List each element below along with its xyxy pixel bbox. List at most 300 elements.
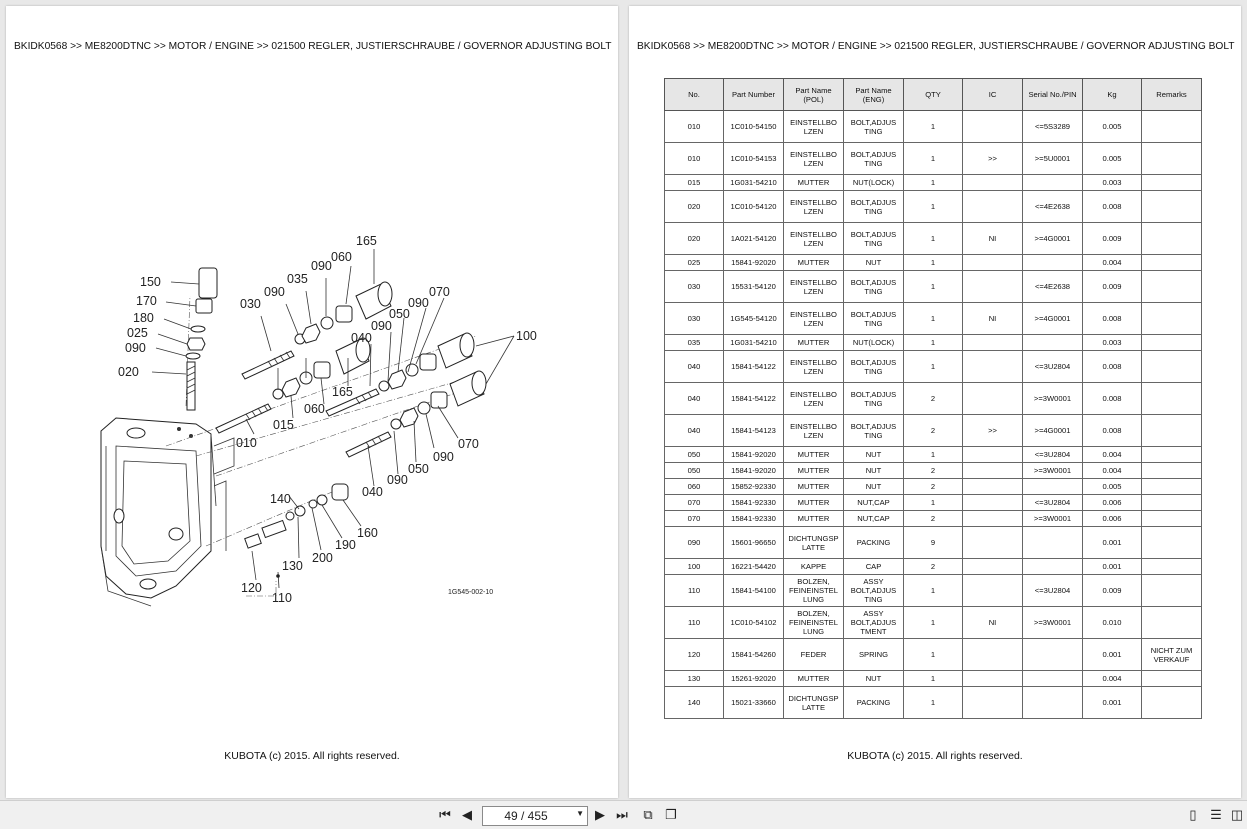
cell-ic <box>963 271 1023 303</box>
cell-serial: <=3U2804 <box>1023 575 1083 607</box>
cell-kg: 0.001 <box>1083 639 1142 671</box>
table-row <box>665 687 1202 719</box>
callout: 040 <box>362 485 383 499</box>
cell-part-number: 15261-92020 <box>724 671 784 687</box>
callout: 150 <box>140 275 161 289</box>
callout: 015 <box>273 418 294 432</box>
cell-qty: 1 <box>904 111 963 143</box>
cell-ic <box>963 495 1023 511</box>
cell-part-name-pol: DICHTUNGSP LATTE <box>784 527 844 559</box>
cell-kg: 0.003 <box>1083 335 1142 351</box>
table-row <box>665 143 1202 175</box>
cell-serial <box>1023 687 1083 719</box>
cell-serial: <=5S3289 <box>1023 111 1083 143</box>
cell-kg: 0.005 <box>1083 143 1142 175</box>
cell-part-name-eng: BOLT,ADJUS TING <box>844 143 904 175</box>
cell-part-name-eng: SPRING <box>844 639 904 671</box>
page-indicator: 49 / 455 <box>504 809 548 823</box>
cell-ic <box>963 511 1023 527</box>
table-row <box>665 511 1202 527</box>
cell-no: 015 <box>665 175 724 191</box>
callout: 025 <box>127 326 148 340</box>
table-row <box>665 607 1202 639</box>
cell-remarks <box>1142 271 1202 303</box>
cell-kg: 0.005 <box>1083 111 1142 143</box>
cell-part-number: 15841-54123 <box>724 415 784 447</box>
cell-ic: NI <box>963 303 1023 335</box>
cell-qty: 2 <box>904 479 963 495</box>
cell-no: 030 <box>665 303 724 335</box>
cell-part-number: 15841-54260 <box>724 639 784 671</box>
breadcrumb: BKIDK0568 >> ME8200DTNC >> MOTOR / ENGINE >> 021500 REGLER, JUSTIERSCHRAUBE / GOVERNOR ADJUSTING BOLT <box>14 41 612 52</box>
callout: 050 <box>408 462 429 476</box>
two-page-icon[interactable]: ◫ <box>1230 807 1244 822</box>
right-page <box>629 6 1241 798</box>
fit-page-icon[interactable]: ⧉ <box>643 807 653 822</box>
cell-kg: 0.001 <box>1083 687 1142 719</box>
cell-part-name-pol: BOLZEN, FEINEINSTEL LUNG <box>784 607 844 639</box>
col-header-serial: Serial No./PIN <box>1023 79 1083 111</box>
cell-no: 030 <box>665 271 724 303</box>
cell-part-number: 15841-54122 <box>724 351 784 383</box>
callout: 180 <box>133 311 154 325</box>
cell-qty: 2 <box>904 511 963 527</box>
col-header-kg: Kg <box>1083 79 1142 111</box>
cell-remarks <box>1142 111 1202 143</box>
col-header-ic: IC <box>963 79 1023 111</box>
cell-ic <box>963 191 1023 223</box>
callout: 090 <box>125 341 146 355</box>
cell-kg: 0.009 <box>1083 575 1142 607</box>
callout: 165 <box>356 234 377 248</box>
table-row <box>665 559 1202 575</box>
cell-no: 090 <box>665 527 724 559</box>
cell-part-name-pol: MUTTER <box>784 255 844 271</box>
table-row <box>665 223 1202 255</box>
cell-ic: NI <box>963 223 1023 255</box>
cell-no: 035 <box>665 335 724 351</box>
cell-part-number: 1C010-54150 <box>724 111 784 143</box>
cell-qty: 1 <box>904 671 963 687</box>
cell-remarks <box>1142 415 1202 447</box>
prev-page-icon[interactable]: ◀ <box>462 807 472 822</box>
cell-part-number: 15021-33660 <box>724 687 784 719</box>
parts-table <box>664 78 1202 719</box>
cell-part-name-eng: NUT <box>844 671 904 687</box>
copyright-footer: KUBOTA (c) 2015. All rights reserved. <box>224 750 400 762</box>
cell-part-number: 15852-92330 <box>724 479 784 495</box>
cell-serial: >=3W0001 <box>1023 463 1083 479</box>
cell-serial <box>1023 671 1083 687</box>
cell-part-name-pol: EINSTELLBO LZEN <box>784 351 844 383</box>
cell-qty: 2 <box>904 559 963 575</box>
callout: 010 <box>236 436 257 450</box>
cell-qty: 1 <box>904 495 963 511</box>
cell-part-name-pol: MUTTER <box>784 175 844 191</box>
cell-part-number: 15841-92020 <box>724 255 784 271</box>
callout: 060 <box>304 402 325 416</box>
cell-remarks <box>1142 575 1202 607</box>
col-header-part-name-eng: Part Name (ENG) <box>844 79 904 111</box>
cell-serial <box>1023 479 1083 495</box>
callout: 090 <box>311 259 332 273</box>
cell-part-name-eng: BOLT,ADJUS TING <box>844 351 904 383</box>
callout: 110 <box>272 591 292 605</box>
cell-part-name-pol: EINSTELLBO LZEN <box>784 415 844 447</box>
cell-kg: 0.001 <box>1083 527 1142 559</box>
cell-kg: 0.008 <box>1083 415 1142 447</box>
cell-serial <box>1023 255 1083 271</box>
callout: 170 <box>136 294 157 308</box>
table-row <box>665 479 1202 495</box>
cell-qty: 2 <box>904 463 963 479</box>
cell-remarks <box>1142 607 1202 639</box>
cell-remarks <box>1142 527 1202 559</box>
cell-part-name-pol: BOLZEN, FEINEINSTEL LUNG <box>784 575 844 607</box>
cell-part-name-eng: PACKING <box>844 527 904 559</box>
cell-qty: 2 <box>904 383 963 415</box>
callout: 050 <box>389 307 410 321</box>
cell-part-name-pol: MUTTER <box>784 495 844 511</box>
cell-part-number: 1C010-54120 <box>724 191 784 223</box>
callout: 130 <box>282 559 303 573</box>
callout: 090 <box>264 285 285 299</box>
cell-serial <box>1023 527 1083 559</box>
cell-kg: 0.010 <box>1083 607 1142 639</box>
breadcrumb: BKIDK0568 >> ME8200DTNC >> MOTOR / ENGINE >> 021500 REGLER, JUSTIERSCHRAUBE / GOVERNOR ADJUSTING BOLT <box>637 41 1235 52</box>
cell-part-name-pol: EINSTELLBO LZEN <box>784 223 844 255</box>
cell-no: 100 <box>665 559 724 575</box>
cell-qty: 1 <box>904 575 963 607</box>
cell-no: 020 <box>665 191 724 223</box>
cell-no: 010 <box>665 111 724 143</box>
callout: 100 <box>516 329 537 343</box>
cell-part-name-pol: MUTTER <box>784 511 844 527</box>
table-row <box>665 271 1202 303</box>
cell-no: 040 <box>665 351 724 383</box>
cell-part-name-eng: BOLT,ADJUS TING <box>844 111 904 143</box>
cell-kg: 0.008 <box>1083 383 1142 415</box>
viewer-toolbar <box>0 800 1247 829</box>
cell-part-name-eng: NUT <box>844 255 904 271</box>
cell-kg: 0.008 <box>1083 351 1142 383</box>
cell-serial: <=3U2804 <box>1023 495 1083 511</box>
table-row <box>665 191 1202 223</box>
cell-qty: 1 <box>904 271 963 303</box>
cell-part-name-eng: NUT,CAP <box>844 511 904 527</box>
cell-qty: 1 <box>904 303 963 335</box>
cell-ic <box>963 559 1023 575</box>
col-header-part-name-pol: Part Name (POL) <box>784 79 844 111</box>
cell-serial <box>1023 335 1083 351</box>
callout: 070 <box>458 437 479 451</box>
cell-part-number: 1G031-54210 <box>724 335 784 351</box>
col-header-no: No. <box>665 79 724 111</box>
chevron-down-icon: ▼ <box>576 809 584 818</box>
cell-kg: 0.005 <box>1083 479 1142 495</box>
cell-part-name-eng: CAP <box>844 559 904 575</box>
table-row <box>665 671 1202 687</box>
cell-qty: 1 <box>904 175 963 191</box>
cell-remarks <box>1142 559 1202 575</box>
cell-part-name-pol: EINSTELLBO LZEN <box>784 143 844 175</box>
cell-part-name-pol: MUTTER <box>784 463 844 479</box>
cell-ic <box>963 479 1023 495</box>
cell-ic: NI <box>963 607 1023 639</box>
cell-part-name-pol: EINSTELLBO LZEN <box>784 303 844 335</box>
cell-remarks: NICHT ZUM VERKAUF <box>1142 639 1202 671</box>
cell-remarks <box>1142 335 1202 351</box>
cell-kg: 0.004 <box>1083 447 1142 463</box>
cell-qty: 1 <box>904 223 963 255</box>
cell-part-number: 1G031-54210 <box>724 175 784 191</box>
cell-serial: >=3W0001 <box>1023 511 1083 527</box>
cell-qty: 1 <box>904 335 963 351</box>
callout: 140 <box>270 492 291 506</box>
table-row <box>665 111 1202 143</box>
vertical-bolt-stack <box>186 268 217 410</box>
cell-serial <box>1023 639 1083 671</box>
callout: 070 <box>429 285 450 299</box>
exploded-parts-diagram <box>6 6 618 706</box>
cell-remarks <box>1142 687 1202 719</box>
cell-no: 120 <box>665 639 724 671</box>
cell-ic <box>963 463 1023 479</box>
cell-kg: 0.008 <box>1083 191 1142 223</box>
cell-ic: >> <box>963 415 1023 447</box>
callout: 120 <box>241 581 262 595</box>
cell-ic <box>963 175 1023 191</box>
cell-ic <box>963 687 1023 719</box>
callout: 035 <box>287 272 308 286</box>
cell-part-name-eng: BOLT,ADJUS TING <box>844 223 904 255</box>
cell-kg: 0.004 <box>1083 255 1142 271</box>
cell-remarks <box>1142 143 1202 175</box>
cell-qty: 1 <box>904 351 963 383</box>
cell-ic <box>963 111 1023 143</box>
page-selector[interactable] <box>482 806 588 826</box>
cell-serial: >=3W0001 <box>1023 607 1083 639</box>
cell-serial: >=4G0001 <box>1023 415 1083 447</box>
cell-ic <box>963 527 1023 559</box>
callout: 160 <box>357 526 378 540</box>
cell-remarks <box>1142 479 1202 495</box>
cell-ic <box>963 639 1023 671</box>
cell-part-number: 16221-54420 <box>724 559 784 575</box>
cell-part-name-eng: NUT,CAP <box>844 495 904 511</box>
table-row <box>665 527 1202 559</box>
cell-remarks <box>1142 511 1202 527</box>
cell-part-name-eng: BOLT,ADJUS TING <box>844 383 904 415</box>
cell-part-name-pol: EINSTELLBO LZEN <box>784 191 844 223</box>
cell-no: 050 <box>665 463 724 479</box>
cell-no: 060 <box>665 479 724 495</box>
next-page-icon[interactable]: ▶ <box>595 807 605 822</box>
cell-no: 110 <box>665 575 724 607</box>
table-row <box>665 335 1202 351</box>
callout: 090 <box>387 473 408 487</box>
cell-ic: >> <box>963 143 1023 175</box>
cell-part-name-pol: EINSTELLBO LZEN <box>784 271 844 303</box>
cell-qty: 9 <box>904 527 963 559</box>
cell-remarks <box>1142 223 1202 255</box>
cell-serial: >=4G0001 <box>1023 303 1083 335</box>
table-row <box>665 351 1202 383</box>
callout: 090 <box>408 296 429 310</box>
cell-ic <box>963 575 1023 607</box>
cell-part-name-eng: ASSY BOLT,ADJUS TING <box>844 575 904 607</box>
cell-remarks <box>1142 463 1202 479</box>
table-row <box>665 495 1202 511</box>
callout: 090 <box>371 319 392 333</box>
cell-part-name-pol: MUTTER <box>784 671 844 687</box>
continuous-icon[interactable]: ☰ <box>1210 807 1222 822</box>
cell-qty: 1 <box>904 447 963 463</box>
cell-part-name-eng: BOLT,ADJUS TING <box>844 271 904 303</box>
cell-part-name-pol: KAPPE <box>784 559 844 575</box>
cell-ic <box>963 383 1023 415</box>
table-row <box>665 639 1202 671</box>
cell-serial: <=4E2638 <box>1023 191 1083 223</box>
cell-part-name-pol: MUTTER <box>784 447 844 463</box>
cell-ic <box>963 255 1023 271</box>
cell-remarks <box>1142 495 1202 511</box>
cell-serial: >=5U0001 <box>1023 143 1083 175</box>
cell-no: 130 <box>665 671 724 687</box>
cell-kg: 0.006 <box>1083 511 1142 527</box>
cell-kg: 0.004 <box>1083 463 1142 479</box>
cell-no: 020 <box>665 223 724 255</box>
cell-part-name-pol: MUTTER <box>784 479 844 495</box>
cell-no: 050 <box>665 447 724 463</box>
cell-part-name-pol: FEDER <box>784 639 844 671</box>
cell-kg: 0.004 <box>1083 671 1142 687</box>
cell-part-number: 15841-92330 <box>724 511 784 527</box>
cell-qty: 2 <box>904 415 963 447</box>
cell-part-name-eng: PACKING <box>844 687 904 719</box>
cell-no: 025 <box>665 255 724 271</box>
last-page-icon[interactable]: ⏭ <box>616 807 628 822</box>
cell-part-name-pol: EINSTELLBO LZEN <box>784 383 844 415</box>
callout: 200 <box>312 551 333 565</box>
table-row <box>665 303 1202 335</box>
cell-remarks <box>1142 383 1202 415</box>
cell-remarks <box>1142 175 1202 191</box>
table-row <box>665 255 1202 271</box>
cell-part-number: 1A021-54120 <box>724 223 784 255</box>
cell-kg: 0.009 <box>1083 271 1142 303</box>
cell-part-name-pol: MUTTER <box>784 335 844 351</box>
callout: 030 <box>240 297 261 311</box>
cell-part-name-pol: DICHTUNGSP LATTE <box>784 687 844 719</box>
cell-no: 070 <box>665 511 724 527</box>
cell-kg: 0.006 <box>1083 495 1142 511</box>
cell-part-number: 15841-54100 <box>724 575 784 607</box>
cell-part-number: 15841-54122 <box>724 383 784 415</box>
cell-kg: 0.003 <box>1083 175 1142 191</box>
cell-part-name-pol: EINSTELLBO LZEN <box>784 111 844 143</box>
cell-part-number: 15531-54120 <box>724 271 784 303</box>
cell-part-name-eng: NUT <box>844 447 904 463</box>
cell-qty: 1 <box>904 607 963 639</box>
cell-part-name-eng: NUT(LOCK) <box>844 175 904 191</box>
fine-adjustment-bolt <box>245 484 348 548</box>
table-row <box>665 575 1202 607</box>
cell-part-number: 15841-92330 <box>724 495 784 511</box>
cell-part-number: 1C010-54102 <box>724 607 784 639</box>
single-page-icon[interactable]: ▯ <box>1189 807 1197 822</box>
cell-qty: 1 <box>904 639 963 671</box>
cell-ic <box>963 335 1023 351</box>
cell-remarks <box>1142 255 1202 271</box>
cell-no: 110 <box>665 607 724 639</box>
cell-kg: 0.001 <box>1083 559 1142 575</box>
left-page <box>6 6 618 798</box>
cell-part-number: 15841-92020 <box>724 447 784 463</box>
cell-serial: >=4G0001 <box>1023 223 1083 255</box>
col-header-qty: QTY <box>904 79 963 111</box>
first-page-icon[interactable]: ⏮ <box>439 807 451 822</box>
cell-part-number: 15841-92020 <box>724 463 784 479</box>
fit-width-icon[interactable]: ❐ <box>665 807 677 822</box>
cell-part-number: 1C010-54153 <box>724 143 784 175</box>
cell-serial <box>1023 175 1083 191</box>
table-header-row <box>665 79 1202 111</box>
cell-part-name-eng: ASSY BOLT,ADJUS TMENT <box>844 607 904 639</box>
table-row <box>665 415 1202 447</box>
cell-part-name-eng: BOLT,ADJUS TING <box>844 415 904 447</box>
cell-part-number: 15601-96650 <box>724 527 784 559</box>
cell-serial: <=3U2804 <box>1023 351 1083 383</box>
table-row <box>665 447 1202 463</box>
cell-part-number: 1G545-54120 <box>724 303 784 335</box>
cell-kg: 0.009 <box>1083 223 1142 255</box>
table-row <box>665 383 1202 415</box>
callout: 040 <box>351 331 372 345</box>
table-row <box>665 175 1202 191</box>
callout: 165 <box>332 385 353 399</box>
cell-remarks <box>1142 671 1202 687</box>
cell-no: 040 <box>665 415 724 447</box>
cell-no: 070 <box>665 495 724 511</box>
cell-serial <box>1023 559 1083 575</box>
col-header-remarks: Remarks <box>1142 79 1202 111</box>
cell-remarks <box>1142 191 1202 223</box>
cell-ic <box>963 671 1023 687</box>
cell-part-name-eng: NUT <box>844 479 904 495</box>
cell-no: 040 <box>665 383 724 415</box>
cell-kg: 0.008 <box>1083 303 1142 335</box>
cell-ic <box>963 447 1023 463</box>
cell-remarks <box>1142 351 1202 383</box>
cell-part-name-eng: NUT <box>844 463 904 479</box>
cell-remarks <box>1142 447 1202 463</box>
cell-part-name-eng: NUT(LOCK) <box>844 335 904 351</box>
callout: 020 <box>118 365 139 379</box>
cell-serial: <=3U2804 <box>1023 447 1083 463</box>
callout: 060 <box>331 250 352 264</box>
cell-part-name-eng: BOLT,ADJUS TING <box>844 191 904 223</box>
cell-qty: 1 <box>904 143 963 175</box>
cell-ic <box>963 351 1023 383</box>
cell-no: 010 <box>665 143 724 175</box>
cell-serial: >=3W0001 <box>1023 383 1083 415</box>
cell-part-name-eng: BOLT,ADJUS TING <box>844 303 904 335</box>
figure-code: 1G545-002-10 <box>448 589 494 596</box>
table-row <box>665 463 1202 479</box>
copyright-footer: KUBOTA (c) 2015. All rights reserved. <box>847 750 1023 762</box>
callout: 190 <box>335 538 356 552</box>
